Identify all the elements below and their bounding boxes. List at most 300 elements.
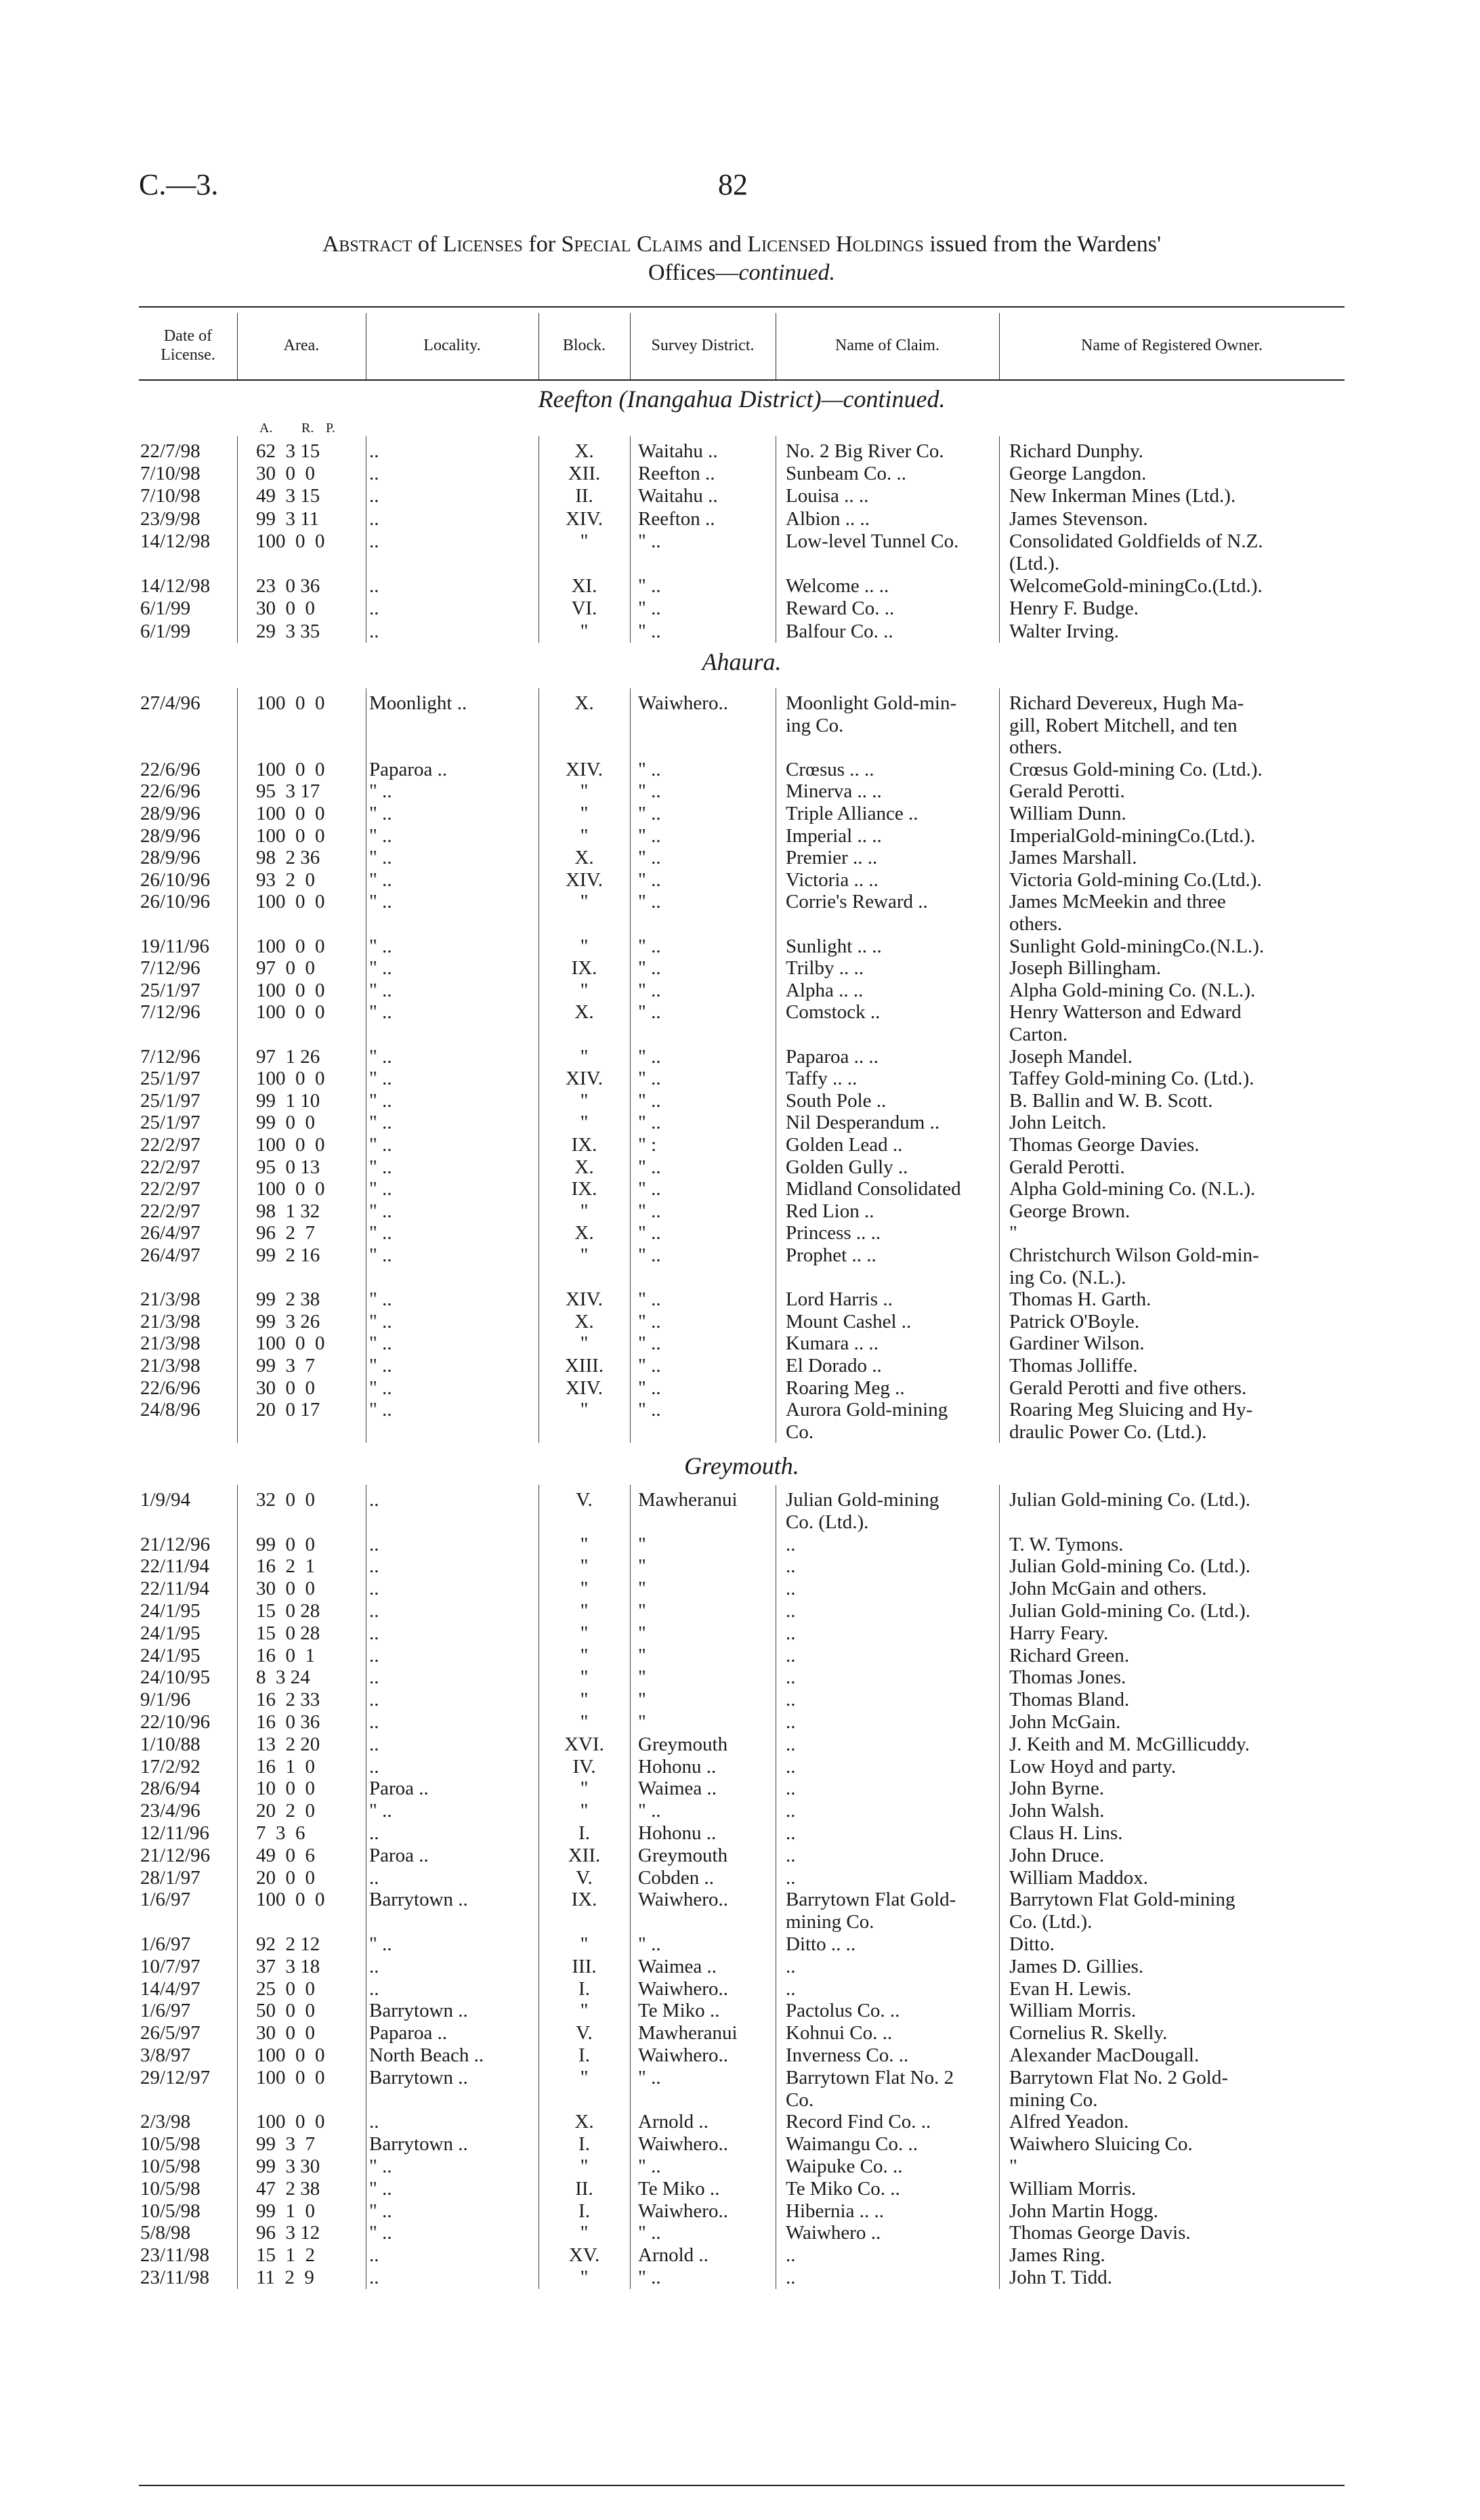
cell-date: 25/1/97 xyxy=(140,1112,200,1134)
cell-area: 100 0 0 xyxy=(256,1068,325,1090)
cell-claim-name: Te Miko Co. .. xyxy=(786,2177,900,2200)
cell-owner: T. W. Tymons. xyxy=(1009,1533,1124,1555)
cell-locality: .. xyxy=(369,485,379,507)
cell-date: 22/2/97 xyxy=(140,1200,200,1222)
cell-date: 24/10/95 xyxy=(140,1666,211,1689)
cell-survey-district: " .. xyxy=(638,1399,661,1421)
cell-claim-name: .. xyxy=(786,1866,796,1889)
cell-area: 96 3 12 xyxy=(256,2222,320,2244)
cell-block: " xyxy=(580,1089,589,1112)
cell-owner: Alpha Gold-mining Co. (N.L.). xyxy=(1009,1178,1256,1200)
cell-survey-district: Waiwhero.. xyxy=(638,1889,728,1911)
cell-locality: " .. xyxy=(369,1045,392,1068)
cell-survey-district: " .. xyxy=(638,1178,661,1200)
cell-date: 3/8/97 xyxy=(140,2044,191,2066)
cell-area: 99 3 7 xyxy=(256,1355,315,1377)
cell-claim-name: Co. xyxy=(786,1421,814,1443)
cell-block: X. xyxy=(574,1222,594,1244)
cell-date: 14/12/98 xyxy=(140,575,211,597)
cell-area: 16 0 1 xyxy=(256,1644,315,1666)
cell-owner: Roaring Meg Sluicing and Hy- xyxy=(1009,1399,1253,1421)
cell-claim-name: .. xyxy=(786,2267,796,2288)
cell-claim-name: .. xyxy=(786,1644,796,1666)
cell-owner: Victoria Gold-mining Co.(Ltd.). xyxy=(1009,868,1262,891)
cell-area: 100 0 0 xyxy=(256,935,325,957)
cell-date: 21/3/98 xyxy=(140,1332,200,1355)
cell-locality: Paroa .. xyxy=(369,1844,429,1866)
cell-locality: " .. xyxy=(369,1244,392,1266)
cell-survey-district: " .. xyxy=(638,758,661,780)
cell-date: 1/9/94 xyxy=(140,1489,191,1511)
cell-survey-district: Arnold .. xyxy=(638,2244,709,2267)
cell-claim-name: .. xyxy=(786,1555,796,1578)
cell-survey-district: " .. xyxy=(638,1933,661,1955)
bottom-rule xyxy=(139,2485,1345,2486)
cell-survey-district: " .. xyxy=(638,1112,661,1134)
cell-area: 95 3 17 xyxy=(256,780,320,803)
cell-survey-district: " .. xyxy=(638,891,661,913)
cell-locality: " .. xyxy=(369,2222,392,2244)
cell-date: 22/2/97 xyxy=(140,1134,200,1156)
cell-locality: " .. xyxy=(369,1355,392,1377)
cell-area: 30 0 0 xyxy=(256,463,315,485)
cell-claim-name: Triple Alliance .. xyxy=(786,803,918,824)
cell-claim-name: Alpha .. .. xyxy=(786,979,864,1001)
cell-block: " xyxy=(580,1711,589,1733)
cell-owner: Waiwhero Sluicing Co. xyxy=(1009,2133,1193,2156)
cell-locality: .. xyxy=(369,507,379,530)
cell-date: 14/12/98 xyxy=(140,530,211,552)
cell-block: I. xyxy=(578,2044,590,2066)
cell-block: X. xyxy=(574,692,594,714)
cell-claim-name: Mount Cashel .. xyxy=(786,1310,912,1332)
cell-area: 99 3 30 xyxy=(256,2156,320,2177)
cell-area: 99 1 0 xyxy=(256,2200,315,2222)
cell-survey-district: " xyxy=(638,1533,646,1555)
cell-locality: " .. xyxy=(369,957,392,980)
cell-survey-district: " .. xyxy=(638,1355,661,1377)
cell-survey-district: Arnold .. xyxy=(638,2111,709,2133)
cell-locality: " .. xyxy=(369,1310,392,1332)
col-registered-owner: Name of Registered Owner. xyxy=(1081,337,1263,354)
cell-owner: ImperialGold-miningCo.(Ltd.). xyxy=(1009,824,1256,847)
cell-area: 99 3 11 xyxy=(256,507,320,530)
cell-claim-name: Golden Gully .. xyxy=(786,1156,908,1178)
cell-claim-name: No. 2 Big River Co. xyxy=(786,440,944,462)
cell-date: 26/4/97 xyxy=(140,1244,200,1266)
cell-owner: Gerald Perotti. xyxy=(1009,1156,1125,1178)
cell-locality: .. xyxy=(369,1711,379,1733)
cell-survey-district: Greymouth xyxy=(638,1733,728,1755)
cell-claim-name: Waipuke Co. .. xyxy=(786,2156,903,2177)
cell-block: " xyxy=(580,2000,589,2022)
cell-owner: Richard Dunphy. xyxy=(1009,440,1143,462)
cell-claim-name: .. xyxy=(786,2244,796,2267)
cell-area: 13 2 20 xyxy=(256,1733,320,1755)
cell-date: 12/11/96 xyxy=(140,1822,210,1844)
cell-claim-name: Co. xyxy=(786,2088,814,2111)
cell-survey-district: " .. xyxy=(638,847,661,869)
cell-owner: John McGain. xyxy=(1009,1711,1121,1733)
cell-locality: " .. xyxy=(369,979,392,1001)
cell-locality: " .. xyxy=(369,1134,392,1156)
cell-block: " xyxy=(580,1533,589,1555)
cell-claim-name: .. xyxy=(786,1778,796,1800)
cell-claim-name: Inverness Co. .. xyxy=(786,2044,909,2066)
cell-owner: Gerald Perotti and five others. xyxy=(1009,1377,1247,1399)
cell-survey-district: Waitahu .. xyxy=(638,440,718,462)
cell-locality: Barrytown .. xyxy=(369,2000,468,2022)
cell-locality: .. xyxy=(369,1489,379,1511)
cell-survey-district: " .. xyxy=(638,2267,661,2288)
area-unit-acres: A. xyxy=(259,421,273,436)
cell-block: XIV. xyxy=(565,758,604,780)
cell-claim-name: Sunlight .. .. xyxy=(786,935,882,957)
cell-owner: Gardiner Wilson. xyxy=(1009,1332,1145,1355)
cell-survey-district: " .. xyxy=(638,1222,661,1244)
cell-owner: John McGain and others. xyxy=(1009,1578,1207,1600)
cell-block: " xyxy=(580,891,589,913)
cell-owner: Thomas George Davis. xyxy=(1009,2222,1191,2244)
cell-area: 97 1 26 xyxy=(256,1045,320,1068)
cell-block: " xyxy=(580,1112,589,1134)
section-heading: Greymouth. xyxy=(684,1452,799,1479)
cell-date: 10/5/98 xyxy=(140,2156,200,2177)
cell-locality: " .. xyxy=(369,1933,392,1955)
cell-survey-district: Waiwhero.. xyxy=(638,2200,728,2222)
cell-locality: " .. xyxy=(369,1200,392,1222)
cell-claim-name: Roaring Meg .. xyxy=(786,1377,905,1399)
cell-locality: .. xyxy=(369,463,379,485)
cell-locality: " .. xyxy=(369,1288,392,1311)
cell-locality: .. xyxy=(369,2267,379,2288)
cell-block: VI. xyxy=(571,597,597,620)
cell-owner: Thomas George Davies. xyxy=(1009,1134,1200,1156)
page-number: 82 xyxy=(718,168,748,201)
document-code: C.—3. xyxy=(139,168,219,201)
cell-locality: .. xyxy=(369,1689,379,1711)
col-locality: Locality. xyxy=(423,337,481,354)
cell-date: 23/11/98 xyxy=(140,2267,210,2288)
cell-locality: " .. xyxy=(369,1800,392,1822)
cell-locality: " .. xyxy=(369,1001,392,1024)
cell-block: XII. xyxy=(568,1844,601,1866)
cell-date: 1/10/88 xyxy=(140,1733,200,1755)
cell-claim-name: Paparoa .. .. xyxy=(786,1045,879,1068)
cell-date: 24/1/95 xyxy=(140,1622,200,1644)
cell-block: XIV. xyxy=(565,1068,604,1090)
cell-claim-name: .. xyxy=(786,1600,796,1622)
cell-owner: Carton. xyxy=(1009,1024,1068,1045)
cell-locality: .. xyxy=(369,1755,379,1778)
cell-owner: J. Keith and M. McGillicuddy. xyxy=(1009,1733,1250,1755)
cell-claim-name: Moonlight Gold-min- xyxy=(786,692,957,714)
cell-block: " xyxy=(580,803,589,824)
cell-area: 30 0 0 xyxy=(256,597,315,620)
cell-owner: Thomas Jones. xyxy=(1009,1666,1126,1689)
table-title: Abstract of Licenses for Special Claims and Licensed Holdings issued from the Wardens' Offices—continued. xyxy=(322,232,1162,285)
cell-block: I. xyxy=(578,2200,590,2222)
cell-owner: others. xyxy=(1009,913,1063,935)
cell-survey-district: " .. xyxy=(638,935,661,957)
header-top-rule xyxy=(139,306,1345,308)
cell-block: I. xyxy=(578,1977,590,2000)
cell-locality: " .. xyxy=(369,1156,392,1178)
cell-survey-district: Waiwhero.. xyxy=(638,2044,728,2066)
cell-area: 98 1 32 xyxy=(256,1200,320,1222)
cell-claim-name: Welcome .. .. xyxy=(786,575,889,597)
cell-locality: " .. xyxy=(369,1222,392,1244)
cell-area: 7 3 6 xyxy=(256,1822,305,1844)
cell-claim-name: Pactolus Co. .. xyxy=(786,2000,900,2022)
cell-date: 22/10/96 xyxy=(140,1711,211,1733)
cell-locality: " .. xyxy=(369,780,392,803)
cell-survey-district: " .. xyxy=(638,620,661,642)
cell-owner: James Marshall. xyxy=(1009,847,1137,869)
cell-date: 6/1/99 xyxy=(140,597,191,620)
cell-owner: Henry F. Budge. xyxy=(1009,597,1139,620)
cell-date: 22/6/96 xyxy=(140,1377,200,1399)
cell-claim-name: El Dorado .. xyxy=(786,1355,882,1377)
cell-area: 49 0 6 xyxy=(256,1844,315,1866)
cell-survey-district: Hohonu .. xyxy=(638,1755,717,1778)
cell-area: 10 0 0 xyxy=(256,1778,315,1800)
cell-block: " xyxy=(580,2066,589,2088)
cell-owner: Richard Green. xyxy=(1009,1644,1130,1666)
cell-area: 20 0 0 xyxy=(256,1866,315,1889)
cell-survey-district: " .. xyxy=(638,597,661,620)
cell-owner: Co. (Ltd.). xyxy=(1009,1911,1093,1933)
cell-area: 100 0 0 xyxy=(256,758,325,780)
cell-locality: " .. xyxy=(369,1399,392,1421)
cell-area: 100 0 0 xyxy=(256,803,325,824)
cell-block: XV. xyxy=(568,2244,600,2267)
cell-claim-name: Comstock .. xyxy=(786,1001,881,1024)
cell-area: 100 0 0 xyxy=(256,1178,325,1200)
cell-owner: Alfred Yeadon. xyxy=(1009,2111,1129,2133)
cell-locality: .. xyxy=(369,1733,379,1755)
cell-block: " xyxy=(580,1622,589,1644)
cell-area: 96 2 7 xyxy=(256,1222,315,1244)
col-date: Date of License. xyxy=(161,327,215,364)
cell-date: 1/6/97 xyxy=(140,1889,191,1911)
cell-area: 16 0 36 xyxy=(256,1711,320,1733)
cell-owner: George Langdon. xyxy=(1009,463,1147,485)
cell-survey-district: " .. xyxy=(638,1068,661,1090)
cell-owner: Joseph Billingham. xyxy=(1009,957,1161,980)
cell-owner: Walter Irving. xyxy=(1009,620,1119,642)
cell-area: 8 3 24 xyxy=(256,1666,310,1689)
cell-survey-district: Greymouth xyxy=(638,1844,728,1866)
cell-date: 21/3/98 xyxy=(140,1288,200,1311)
cell-owner: Julian Gold-mining Co. (Ltd.). xyxy=(1009,1489,1251,1511)
cell-date: 24/1/95 xyxy=(140,1644,200,1666)
cell-owner: George Brown. xyxy=(1009,1200,1130,1222)
cell-survey-district: " .. xyxy=(638,1310,661,1332)
cell-claim-name: Low-level Tunnel Co. xyxy=(786,530,959,552)
cell-date: 7/10/98 xyxy=(140,463,200,485)
cell-survey-district: " .. xyxy=(638,1244,661,1266)
cell-claim-name: Waimangu Co. .. xyxy=(786,2133,918,2156)
cell-owner: gill, Robert Mitchell, and ten xyxy=(1009,714,1238,736)
cell-block: X. xyxy=(574,2111,594,2133)
cell-block: XIII. xyxy=(564,1355,604,1377)
cell-claim-name: Sunbeam Co. .. xyxy=(786,463,907,485)
cell-owner: John Byrne. xyxy=(1009,1778,1105,1800)
cell-claim-name: Princess .. .. xyxy=(786,1222,881,1244)
cell-block: " xyxy=(580,2222,589,2244)
cell-owner: Crœsus Gold-mining Co. (Ltd.). xyxy=(1009,758,1263,780)
cell-survey-district: " xyxy=(638,1666,646,1689)
cell-survey-district: " .. xyxy=(638,1288,661,1311)
cell-owner: William Dunn. xyxy=(1009,803,1126,824)
cell-locality: .. xyxy=(369,530,379,552)
cell-date: 7/12/96 xyxy=(140,1045,200,1068)
cell-locality: .. xyxy=(369,1533,379,1555)
cell-area: 15 1 2 xyxy=(256,2244,315,2267)
cell-locality: " .. xyxy=(369,891,392,913)
cell-area: 32 0 0 xyxy=(256,1489,315,1511)
cell-area: 100 0 0 xyxy=(256,891,325,913)
cell-survey-district: " .. xyxy=(638,1377,661,1399)
cell-area: 11 2 9 xyxy=(256,2267,314,2288)
cell-locality: " .. xyxy=(369,1332,392,1355)
cell-block: X. xyxy=(574,847,594,869)
cell-locality: " .. xyxy=(369,847,392,869)
cell-locality: .. xyxy=(369,575,379,597)
cell-locality: " .. xyxy=(369,2200,392,2222)
cell-owner: " xyxy=(1009,1222,1017,1244)
cell-owner: Joseph Mandel. xyxy=(1009,1045,1133,1068)
cell-locality: .. xyxy=(369,1866,379,1889)
cell-area: 95 0 13 xyxy=(256,1156,320,1178)
cell-block: XIV. xyxy=(565,1288,604,1311)
cell-area: 100 0 0 xyxy=(256,530,325,552)
cell-locality: Paparoa .. xyxy=(369,758,448,780)
cell-area: 100 0 0 xyxy=(256,692,325,714)
cell-claim-name: Golden Lead .. xyxy=(786,1134,903,1156)
cell-claim-name: .. xyxy=(786,1733,796,1755)
cell-survey-district: Cobden .. xyxy=(638,1866,714,1889)
cell-survey-district: Waiwhero.. xyxy=(638,2133,728,2156)
cell-area: 15 0 28 xyxy=(256,1622,320,1644)
cell-area: 100 0 0 xyxy=(256,824,325,847)
cell-locality: " .. xyxy=(369,2156,392,2177)
cell-claim-name: Record Find Co. .. xyxy=(786,2111,931,2133)
cell-survey-district: " .. xyxy=(638,1156,661,1178)
cell-block: " xyxy=(580,1332,589,1355)
cell-locality: " .. xyxy=(369,868,392,891)
cell-owner: Consolidated Goldfields of N.Z. xyxy=(1009,530,1263,552)
cell-locality: " .. xyxy=(369,824,392,847)
cell-date: 17/2/92 xyxy=(140,1755,200,1778)
cell-block: X. xyxy=(574,440,594,462)
cell-block: X. xyxy=(574,1156,594,1178)
cell-date: 21/3/98 xyxy=(140,1310,200,1332)
cell-locality: " .. xyxy=(369,1089,392,1112)
cell-area: 29 3 35 xyxy=(256,620,320,642)
cell-survey-district: " xyxy=(638,1711,646,1733)
cell-claim-name: ing Co. xyxy=(786,714,844,736)
cell-survey-district: Reefton .. xyxy=(638,507,715,530)
cell-owner: John Martin Hogg. xyxy=(1009,2200,1158,2222)
cell-survey-district: " xyxy=(638,1578,646,1600)
cell-survey-district: Waiwhero.. xyxy=(638,692,728,714)
cell-owner: Claus H. Lins. xyxy=(1009,1822,1123,1844)
cell-owner: Christchurch Wilson Gold-min- xyxy=(1009,1244,1259,1266)
cell-date: 1/6/97 xyxy=(140,2000,191,2022)
cell-claim-name: .. xyxy=(786,1955,796,1977)
cell-block: IX. xyxy=(571,1134,597,1156)
cell-owner: Alpha Gold-mining Co. (N.L.). xyxy=(1009,979,1256,1001)
cell-claim-name: Kumara .. .. xyxy=(786,1332,879,1355)
cell-claim-name: Nil Desperandum .. xyxy=(786,1112,940,1134)
cell-block: " xyxy=(580,1778,589,1800)
cell-owner: " xyxy=(1009,2156,1017,2177)
cell-date: 10/5/98 xyxy=(140,2200,200,2222)
cell-area: 30 0 0 xyxy=(256,1377,315,1399)
cell-claim-name: .. xyxy=(786,1977,796,2000)
cell-block: " xyxy=(580,1555,589,1578)
cell-block: XIV. xyxy=(565,868,604,891)
cell-owner: Barrytown Flat Gold-mining xyxy=(1009,1889,1235,1911)
cell-claim-name: Premier .. .. xyxy=(786,847,878,869)
cell-block: " xyxy=(580,1244,589,1266)
cell-survey-district: " .. xyxy=(638,1001,661,1024)
cell-claim-name: Julian Gold-mining xyxy=(786,1489,939,1511)
area-unit-roods: R. xyxy=(301,421,314,436)
cell-block: II. xyxy=(575,2177,593,2200)
cell-owner: Julian Gold-mining Co. (Ltd.). xyxy=(1009,1600,1251,1622)
cell-locality: .. xyxy=(369,1822,379,1844)
cell-survey-district: " .. xyxy=(638,1089,661,1112)
cell-area: 16 2 1 xyxy=(256,1555,315,1578)
cell-survey-district: " .. xyxy=(638,1332,661,1355)
cell-owner: Taffey Gold-mining Co. (Ltd.). xyxy=(1009,1068,1254,1090)
cell-area: 50 0 0 xyxy=(256,2000,315,2022)
cell-date: 22/6/96 xyxy=(140,780,200,803)
cell-owner: Henry Watterson and Edward xyxy=(1009,1001,1242,1024)
cell-owner: James Ring. xyxy=(1009,2244,1105,2267)
cell-claim-name: .. xyxy=(786,1689,796,1711)
cell-claim-name: Co. (Ltd.). xyxy=(786,1511,869,1533)
cell-owner: draulic Power Co. (Ltd.). xyxy=(1009,1421,1207,1443)
cell-owner: B. Ballin and W. B. Scott. xyxy=(1009,1089,1213,1112)
header-bottom-rule xyxy=(139,379,1345,381)
cell-block: " xyxy=(580,530,589,552)
cell-block: XI. xyxy=(571,575,597,597)
cell-locality: " .. xyxy=(369,1377,392,1399)
cell-survey-district: " .. xyxy=(638,2066,661,2088)
cell-date: 10/5/98 xyxy=(140,2133,200,2156)
cell-claim-name: Balfour Co. .. xyxy=(786,620,893,642)
cell-locality: Barrytown .. xyxy=(369,2133,468,2156)
cell-survey-district: " xyxy=(638,1644,646,1666)
cell-locality: " .. xyxy=(369,1112,392,1134)
cell-owner: Ditto. xyxy=(1009,1933,1055,1955)
cell-claim-name: Prophet .. .. xyxy=(786,1244,876,1266)
cell-block: I. xyxy=(578,1822,590,1844)
cell-owner: Alexander MacDougall. xyxy=(1009,2044,1200,2066)
cell-survey-district: Mawheranui xyxy=(638,2022,738,2044)
cell-survey-district: Waimea .. xyxy=(638,1955,717,1977)
cell-block: " xyxy=(580,2156,589,2177)
cell-claim-name: Hibernia .. .. xyxy=(786,2200,884,2222)
cell-locality: Moonlight .. xyxy=(369,692,467,714)
cell-claim-name: Louisa .. .. xyxy=(786,485,869,507)
cell-survey-district: Hohonu .. xyxy=(638,1822,717,1844)
col-name-of-claim: Name of Claim. xyxy=(835,337,939,354)
